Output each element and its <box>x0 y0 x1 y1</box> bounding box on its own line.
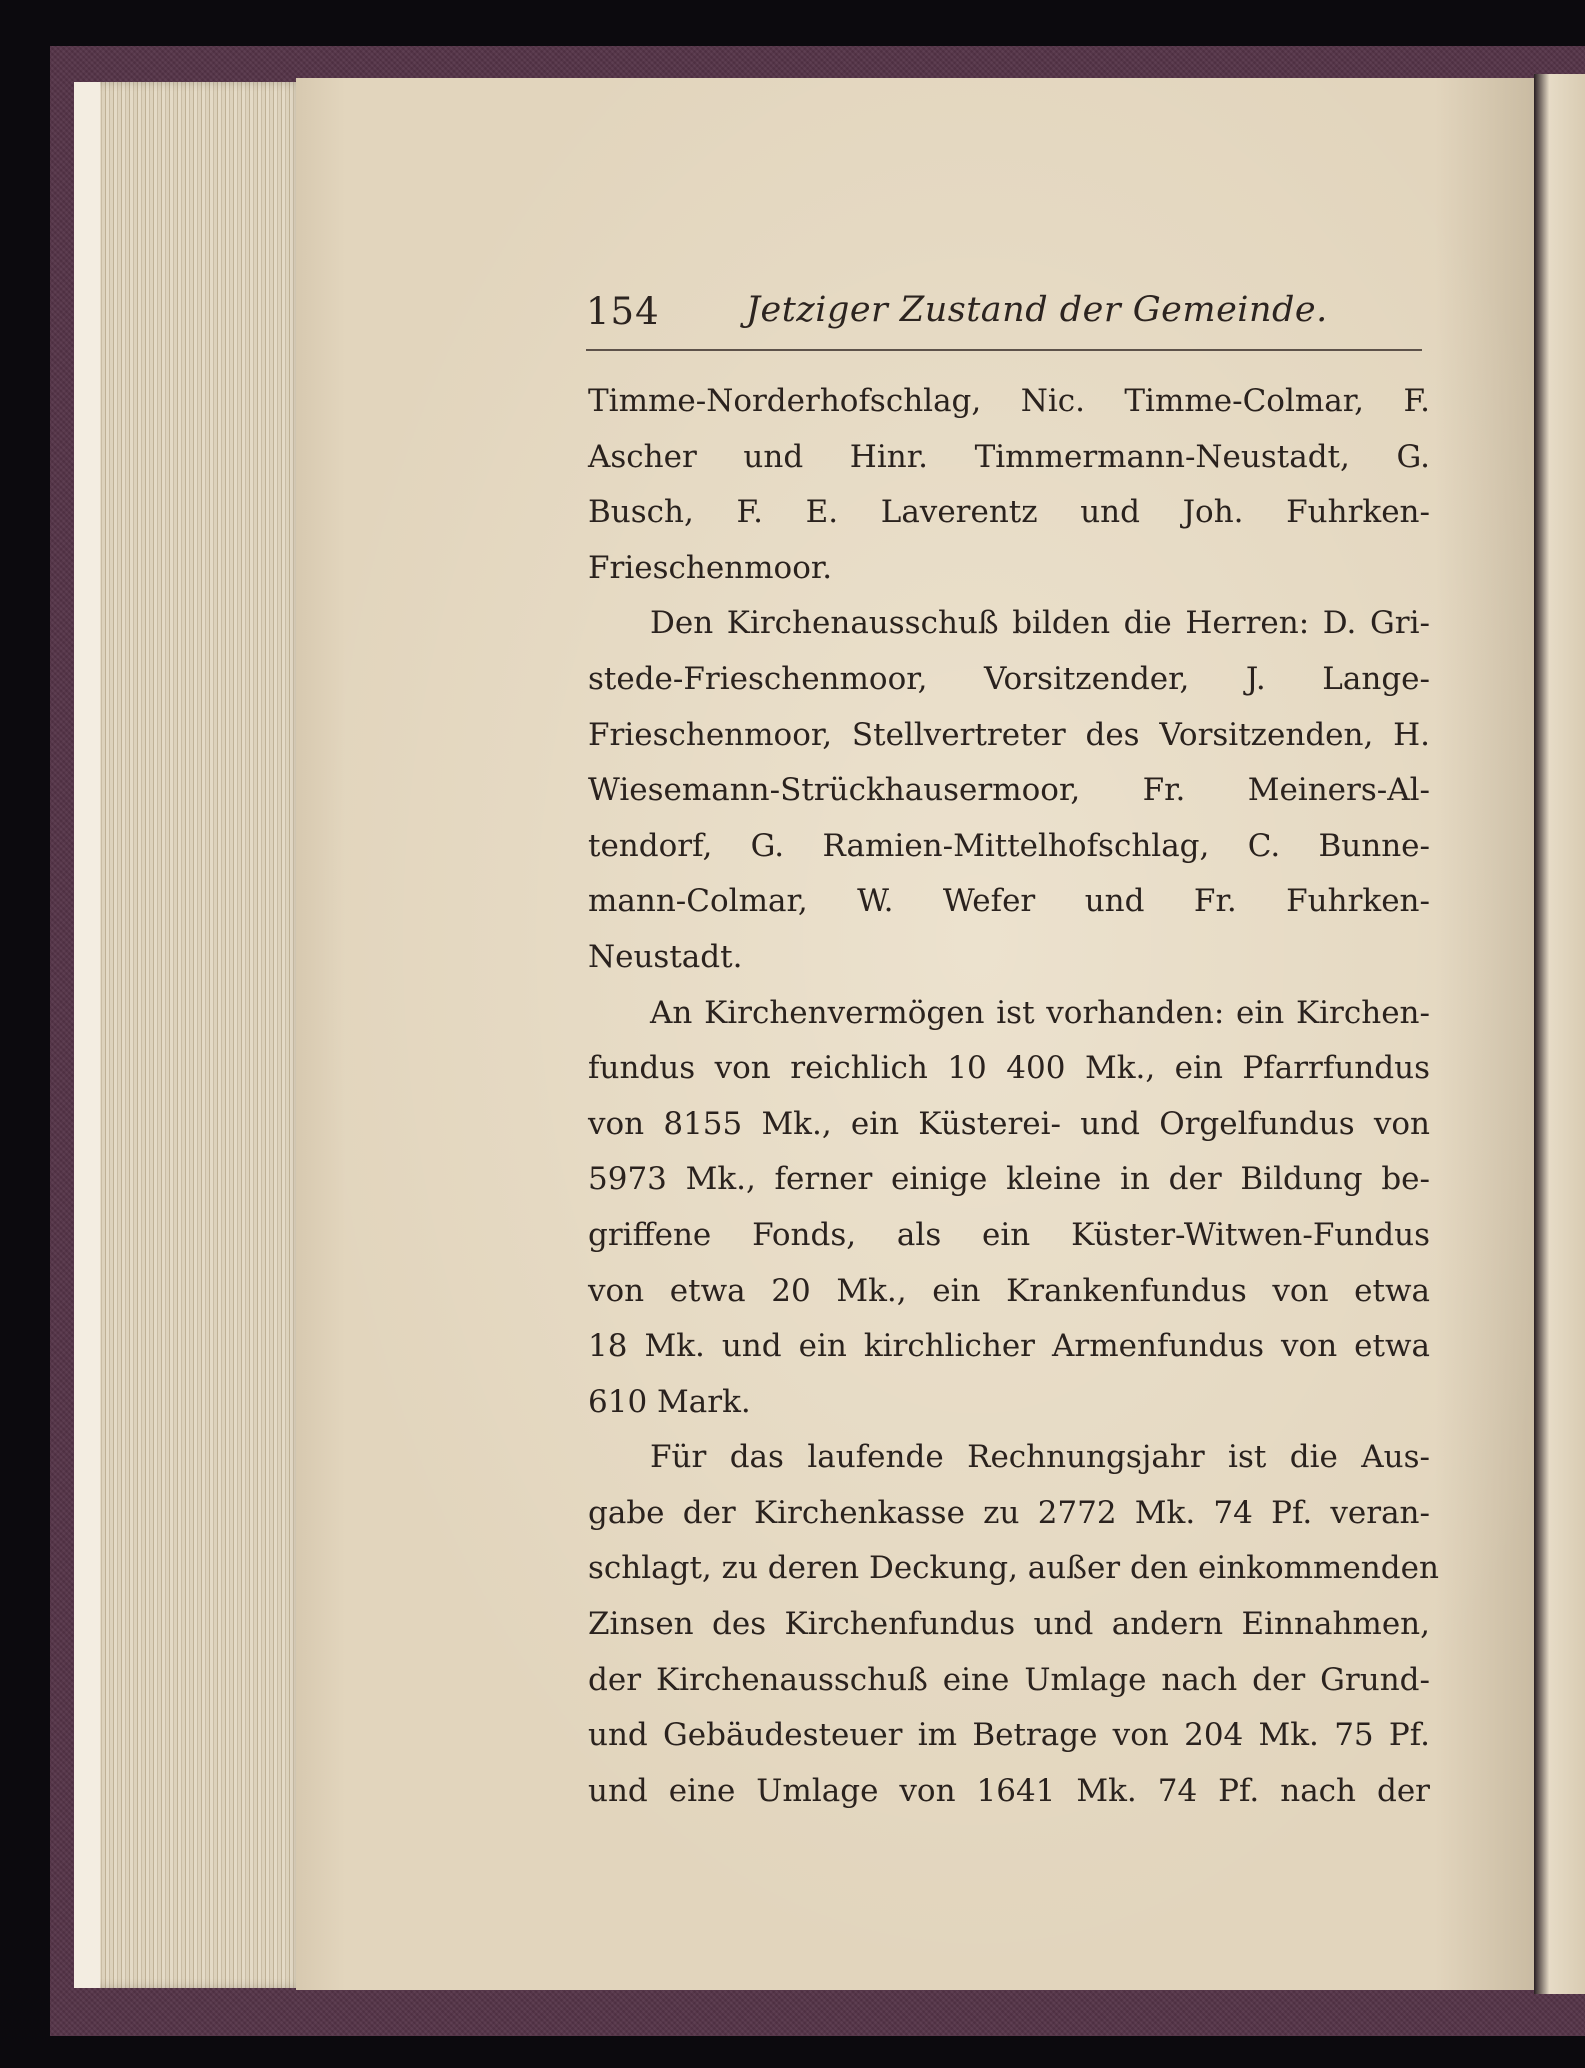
text-line: Frieschenmoor. <box>588 549 833 586</box>
paragraph-1 <box>588 374 1430 596</box>
paragraph-2 <box>588 596 1430 985</box>
running-head <box>586 286 1456 346</box>
text-line: tendorf, G. Ramien-Mittelhofschlag, C. Bunne- <box>588 827 1430 864</box>
page-stack-edge <box>74 82 304 1988</box>
text-line: Busch, F. E. Laverentz und Joh. Fuhrken- <box>588 494 1430 531</box>
text-line: Neustadt. <box>588 938 743 975</box>
text-line: Frieschenmoor, Stellvertreter des Vorsitzenden, H. <box>588 716 1430 753</box>
text-line: von 8155 Mk., ein Küsterei- und Orgelfundus von <box>588 1105 1430 1142</box>
text-line: Ascher und Hinr. Timmermann-Neustadt, G. <box>588 438 1430 475</box>
page-number: 154 <box>586 290 660 333</box>
text-line: fundus von reichlich 10 400 Mk., ein Pfarrfundus <box>588 1050 1430 1087</box>
text-line: 5973 Mk., ferner einige kleine in der Bildung be- <box>588 1161 1430 1198</box>
text-line: schlagt, zu deren Deckung, außer den einkommenden <box>588 1550 1439 1587</box>
text-line: 610 Mark. <box>588 1383 751 1420</box>
text-line: gabe der Kirchenkasse zu 2772 Mk. 74 Pf. veran- <box>588 1494 1430 1531</box>
text-line: Zinsen des Kirchenfundus und andern Einnahmen, <box>588 1606 1430 1643</box>
paragraph-4 <box>588 1430 1439 1819</box>
text-line: stede-Frieschenmoor, Vorsitzender, J. Lange- <box>588 660 1430 697</box>
text-line: Für das laufende Rechnungsjahr ist die Aus- <box>650 1439 1430 1476</box>
book-gutter <box>1534 74 1585 1994</box>
text-line: 18 Mk. und ein kirchlicher Armenfundus von etwa <box>588 1328 1430 1365</box>
text-line: Den Kirchenausschuß bilden die Herren: D. Gri- <box>650 605 1430 642</box>
text-line: Wiesemann-Strückhausermoor, Fr. Meiners-Al- <box>588 772 1430 809</box>
paragraph-3 <box>588 986 1430 1431</box>
text-line: und eine Umlage von 1641 Mk. 74 Pf. nach der <box>588 1772 1430 1809</box>
body-text <box>588 374 1439 1819</box>
text-line: An Kirchenvermögen ist vorhanden: ein Kirchen- <box>650 994 1430 1031</box>
text-line: der Kirchenausschuß eine Umlage nach der Grund- <box>588 1661 1430 1698</box>
running-head-title: Jetziger Zustand der Gemeinde. <box>746 290 1328 330</box>
text-line: mann-Colmar, W. Wefer und Fr. Fuhrken- <box>588 883 1430 920</box>
text-line: und Gebäudesteuer im Betrage von 204 Mk. 75 Pf. <box>588 1717 1430 1754</box>
text-line: Timme-Norderhofschlag, Nic. Timme-Colmar, F. <box>588 383 1430 419</box>
text-line: griffene Fonds, als ein Küster-Witwen-Fundus <box>588 1216 1430 1253</box>
page-edge-highlight <box>74 82 100 1988</box>
header-rule <box>586 349 1422 351</box>
text-line: von etwa 20 Mk., ein Krankenfundus von etwa <box>588 1272 1430 1309</box>
